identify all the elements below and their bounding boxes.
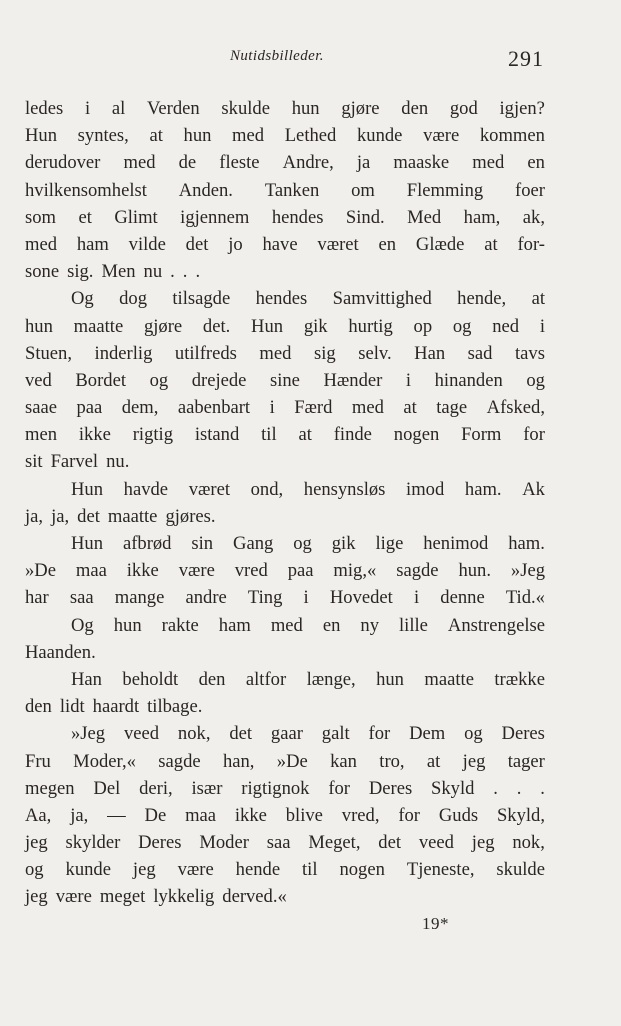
word: for (523, 424, 545, 446)
word: hensynsløs (303, 478, 386, 500)
word: drejede (191, 369, 247, 391)
word: kommen (479, 125, 545, 147)
word: kunde (356, 125, 403, 147)
word: hun. (458, 560, 491, 582)
word: Deres (501, 723, 545, 745)
word: en (378, 233, 397, 255)
word: hendes (255, 288, 308, 310)
word: Og (71, 288, 94, 310)
word: lykkelig (153, 886, 215, 908)
word: saa (69, 587, 94, 609)
word: imod (406, 478, 445, 500)
word: ikke (78, 424, 111, 446)
word: syntes, (77, 125, 129, 147)
word: ikke (126, 560, 159, 582)
word: De (144, 804, 167, 826)
word: i (84, 98, 91, 119)
word: især (191, 777, 223, 799)
word: maa (75, 560, 107, 582)
word: som (25, 206, 56, 228)
word: hun (25, 315, 53, 337)
word: hurtig (348, 315, 393, 337)
word: lille (398, 614, 428, 636)
word: Tanken (264, 179, 320, 201)
body-text (25, 95, 545, 911)
word: at (426, 750, 441, 772)
word: afbrød (122, 533, 172, 554)
word: Afsked, (486, 397, 545, 419)
word: og (25, 859, 44, 881)
word: Guds (438, 804, 479, 826)
word: henimod (423, 533, 489, 554)
word: at (531, 288, 545, 310)
word: . (182, 261, 188, 283)
word: tage (436, 397, 468, 419)
word: han, (222, 750, 255, 772)
word: foer (515, 179, 545, 201)
word: været (317, 233, 359, 255)
word: hun (376, 668, 404, 690)
text-line (25, 584, 545, 611)
word: mig,« (333, 560, 377, 582)
word: jeg (462, 750, 486, 772)
word: ham. (464, 478, 502, 500)
word: men (25, 424, 58, 446)
word: ak, (522, 206, 545, 228)
word: ham. (508, 533, 545, 554)
text-line (25, 285, 545, 312)
word: tilsagde (172, 288, 231, 310)
word: være (178, 560, 215, 582)
word: i (405, 369, 412, 391)
running-head (0, 46, 621, 76)
word: Moder (199, 832, 249, 854)
word: Glæde (415, 233, 465, 255)
word: tro, (379, 750, 405, 772)
word: op (413, 315, 433, 337)
word: jeg (25, 886, 48, 908)
word: hvilkensomhelst (25, 179, 147, 201)
word: . (540, 777, 545, 799)
word: at (484, 233, 498, 255)
word: Færd (294, 397, 333, 419)
word: hende, (457, 288, 507, 310)
word: at (403, 397, 417, 419)
word: haardt (92, 696, 140, 718)
text-line (25, 693, 545, 720)
word: et (78, 206, 92, 228)
word: skulde (496, 859, 545, 881)
word: Haanden. (25, 641, 96, 663)
word: Meget, (308, 832, 361, 854)
word: . (516, 777, 522, 799)
word: Hun (71, 533, 104, 554)
word: Farvel (50, 451, 99, 473)
word: den (401, 98, 429, 119)
word: skulde (221, 98, 270, 119)
word: det (378, 832, 402, 854)
word: det. (202, 315, 231, 337)
word: trække (494, 668, 545, 690)
word: . (493, 777, 498, 799)
word: sine (269, 369, 300, 391)
word: Ak (522, 478, 545, 500)
word: Form (461, 424, 502, 446)
word: med (232, 125, 265, 147)
word: aabenbart (177, 397, 251, 419)
word: istand (194, 424, 240, 446)
word: maa (185, 804, 217, 826)
word: med (123, 152, 156, 174)
text-line (25, 394, 545, 421)
word: sagde (396, 560, 439, 582)
word: rakte (161, 614, 199, 636)
text-line (25, 666, 545, 693)
word: jeg (25, 832, 48, 854)
word: Moder,« (73, 750, 136, 772)
word: Andre, (282, 152, 334, 174)
word: været (188, 478, 230, 500)
word: sin (191, 533, 214, 554)
text-line (25, 204, 545, 231)
word: til (261, 424, 277, 446)
word: om (351, 179, 375, 201)
word: paa (76, 397, 103, 419)
word: ja, (25, 505, 44, 527)
word: den (198, 668, 226, 690)
word: nogen (339, 859, 385, 881)
word: det (185, 233, 209, 255)
word: deri, (139, 777, 173, 799)
word: Samvittighed (332, 288, 432, 310)
word: sagde (158, 750, 201, 772)
word: hendes (271, 206, 324, 228)
word: med (25, 233, 58, 255)
word: blive (285, 804, 323, 826)
word: ham (218, 614, 251, 636)
word: og (464, 723, 483, 745)
word: hende (235, 859, 281, 881)
word: Deres (368, 777, 413, 799)
word: sig (313, 342, 336, 364)
word: ham (76, 233, 109, 255)
word: ja, (70, 804, 89, 826)
text-line (25, 476, 545, 503)
word: nu. (106, 451, 130, 473)
word: for- (517, 233, 545, 255)
word: ond, (250, 478, 284, 500)
word: ja (356, 152, 371, 174)
word: gik (331, 533, 356, 554)
word: rigtig (132, 424, 174, 446)
word: maatte (73, 315, 124, 337)
word: hinanden (434, 369, 503, 391)
word: — (107, 804, 126, 826)
word: jeg (132, 859, 156, 881)
word: og (526, 369, 545, 391)
word: Gang (233, 533, 274, 554)
text-line (25, 95, 545, 122)
word: og (149, 369, 169, 391)
word: have (262, 233, 298, 255)
word: hun (183, 125, 212, 147)
word: nogen (393, 424, 440, 446)
word: de (178, 152, 197, 174)
text-line (25, 775, 545, 802)
word: maaske (393, 152, 450, 174)
word: kan (330, 750, 357, 772)
word: gjøres. (165, 505, 216, 527)
word: denne (440, 587, 485, 609)
word: en (322, 614, 341, 636)
word: derudover (25, 152, 101, 174)
word: igjennem (180, 206, 250, 228)
text-line (25, 720, 545, 747)
word: i (413, 587, 420, 609)
word: vilde (128, 233, 166, 255)
word: Han (414, 342, 446, 364)
text-line (25, 829, 545, 856)
word: . (170, 261, 175, 283)
word: selv. (358, 342, 392, 364)
word: med (259, 342, 292, 364)
word: havde (123, 478, 169, 500)
word: ja, (51, 505, 70, 527)
word: nok, (512, 832, 545, 854)
word: god (449, 98, 478, 119)
text-line (25, 231, 545, 258)
word: jo (228, 233, 243, 255)
word: galt (321, 723, 350, 745)
text-line (25, 177, 545, 204)
word: og (293, 533, 312, 554)
word: igjen? (499, 98, 545, 119)
word: lidt (59, 696, 85, 718)
word: Anden. (178, 179, 233, 201)
word: sad (467, 342, 493, 364)
word: al (111, 98, 126, 119)
word: Deres (138, 832, 182, 854)
word: en (527, 152, 545, 174)
word: at (149, 125, 163, 147)
word: Sind. (345, 206, 385, 228)
word: gjøre (341, 98, 380, 119)
word: maatte (107, 505, 158, 527)
word: ledes (25, 98, 64, 119)
word: med (472, 152, 505, 174)
text-line (25, 149, 545, 176)
word: finde (333, 424, 372, 446)
word: rigtignok (241, 777, 310, 799)
word: skylder (65, 832, 121, 854)
text-line (25, 802, 545, 829)
word: Verden (147, 98, 200, 119)
word: hun (291, 98, 320, 119)
word: være (177, 859, 214, 881)
word: i (269, 397, 275, 419)
word: sig. (67, 261, 94, 283)
word: Glimt (114, 206, 158, 228)
word: andre (185, 587, 227, 609)
word: med (351, 397, 384, 419)
word: og (452, 315, 472, 337)
word: »Jeg (71, 723, 106, 745)
word: med (270, 614, 303, 636)
text-line (25, 557, 545, 584)
printer-signature-mark: 19* (422, 914, 449, 933)
word: gjøre (143, 315, 183, 337)
word: for (328, 777, 350, 799)
word: Tid.« (505, 587, 545, 609)
word: være (423, 125, 460, 147)
word: lige (375, 533, 404, 554)
text-line (25, 639, 545, 666)
word: gaar (270, 723, 303, 745)
word: dog (119, 288, 147, 310)
word: megen (25, 777, 75, 799)
word: beholdt (122, 668, 179, 690)
word: Ting (247, 587, 283, 609)
running-title: Nutidsbilleder. (230, 48, 324, 64)
word: hun (113, 614, 142, 636)
word: i (539, 315, 545, 337)
text-line (25, 503, 545, 530)
text-line (25, 367, 545, 394)
word: »De (276, 750, 308, 772)
word: ikke (234, 804, 267, 826)
word: tavs (514, 342, 545, 364)
word: til (302, 859, 318, 881)
word: gik (303, 315, 328, 337)
word: Tjeneste, (406, 859, 475, 881)
text-line (25, 313, 545, 340)
word: Hænder (323, 369, 383, 391)
text-line (25, 612, 545, 639)
word: ved (25, 369, 52, 391)
word: Bordet (75, 369, 127, 391)
word: Dem (409, 723, 446, 745)
word: Fru (25, 750, 51, 772)
text-line (25, 122, 545, 149)
word: nok, (177, 723, 211, 745)
word: Aa, (25, 804, 52, 826)
word: Hovedet (329, 587, 393, 609)
text-line (25, 883, 545, 910)
text-line (25, 421, 545, 448)
page-number: 291 (508, 46, 544, 71)
word: den (25, 696, 52, 718)
text-line (25, 340, 545, 367)
word: det (77, 505, 100, 527)
word: længe, (306, 668, 356, 690)
word: mange (114, 587, 165, 609)
word: inderlig (94, 342, 153, 364)
word: Men (101, 261, 136, 283)
word: »Jeg (510, 560, 545, 582)
word: fleste (219, 152, 260, 174)
word: . (195, 261, 201, 283)
word: Han (71, 668, 102, 690)
word: saa (266, 832, 291, 854)
word: utilfreds (174, 342, 237, 364)
word: tilbage. (147, 696, 203, 718)
word: sone (25, 261, 60, 283)
word: Hun (25, 125, 58, 147)
word: Anstrengelse (447, 614, 545, 636)
word: Med (407, 206, 442, 228)
word: meget (99, 886, 146, 908)
word: nu (143, 261, 163, 283)
word: ned (492, 315, 520, 337)
text-line (25, 448, 545, 475)
word: ham, (463, 206, 501, 228)
word: Skyld, (496, 804, 545, 826)
word: tager (507, 750, 545, 772)
word: »De (25, 560, 56, 582)
word: vred, (341, 804, 380, 826)
word: derved.« (222, 886, 287, 908)
word: i (303, 587, 309, 609)
word: jeg (471, 832, 495, 854)
text-line (25, 258, 545, 285)
text-line (25, 748, 545, 775)
word: for (368, 723, 391, 745)
word: Skyld (431, 777, 475, 799)
word: veed (418, 832, 454, 854)
text-line (25, 856, 545, 883)
word: kunde (65, 859, 111, 881)
word: at (298, 424, 312, 446)
word: vred (234, 560, 268, 582)
word: dem, (121, 397, 159, 419)
word: sit (25, 451, 43, 473)
word: Stuen, (25, 342, 73, 364)
word: ny (360, 614, 379, 636)
word: Og (71, 614, 94, 636)
word: det (229, 723, 253, 745)
word: paa (287, 560, 314, 582)
word: være (55, 886, 92, 908)
text-line (25, 530, 545, 557)
word: maatte (424, 668, 474, 690)
word: for (398, 804, 420, 826)
word: Hun (251, 315, 284, 337)
word: Hun (71, 478, 104, 500)
word: Lethed (284, 125, 337, 147)
word: veed (123, 723, 160, 745)
word: saae (25, 397, 57, 419)
word: Flemming (406, 179, 484, 201)
word: altfor (245, 668, 287, 690)
word: Del (93, 777, 121, 799)
word: har (25, 587, 49, 609)
